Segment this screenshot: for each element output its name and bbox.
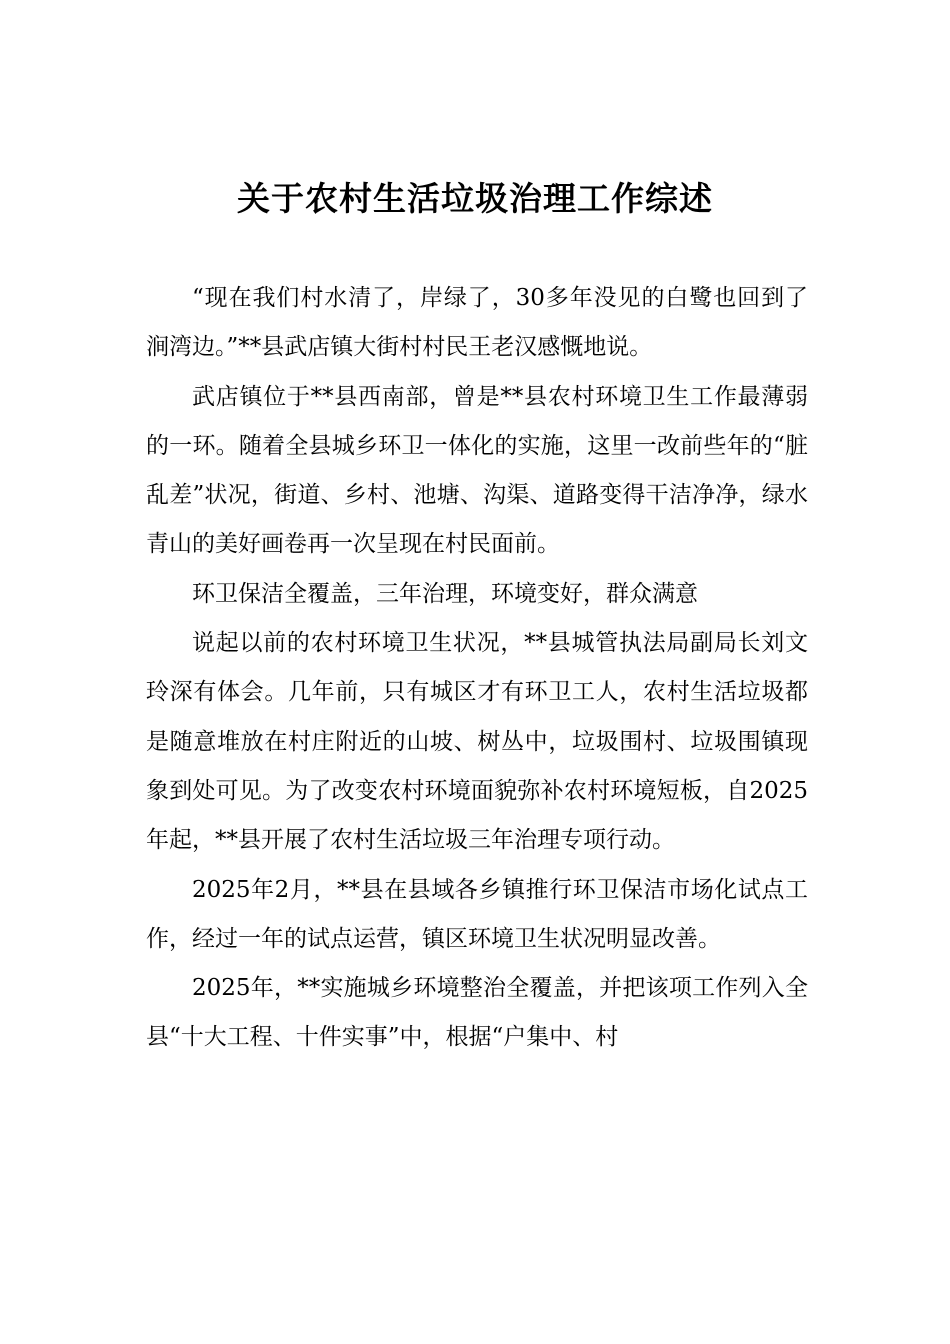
paragraph: 武店镇位于**县西南部，曾是**县农村环境卫生工作最薄弱的一环。随着全县城乡环卫一体化的实施，这里一改前些年的“脏乱差”状况，街道、乡村、池塘、沟渠、道路变得干洁净净，绿水青山的美好画卷再一次呈现在村民面前。 [146, 383, 808, 558]
paragraph: 说起以前的农村环境卫生状况，**县城管执法局副局长刘文玲深有体会。几年前，只有城区才有环卫工人，农村生活垃圾都是随意堆放在村庄附近的山坡、树丛中，垃圾围村、垃圾围镇现象到处可见。为了改变农村环境面貌弥补农村环境短板，自2025年起，**县开展了农村生活垃圾三年治理专项行动。 [146, 630, 808, 854]
paragraph: 2025年，**实施城乡环境整治全覆盖，并把该项工作列入全县“十大工程、十件实事”中，根据“户集中、村 [146, 975, 808, 1051]
document-body [146, 274, 808, 1063]
document-title: 关于农村生活垃圾治理工作综述 [237, 179, 713, 218]
paragraph: 2025年2月，**县在县域各乡镇推行环卫保洁市场化试点工作，经过一年的试点运营，镇区环境卫生状况明显改善。 [146, 876, 808, 952]
paragraph: “现在我们村水清了，岸绿了，30多年没见的白鹭也回到了涧湾边。”**县武店镇大街村村民王老汉感慨地说。 [146, 285, 808, 361]
section-heading: 环卫保洁全覆盖，三年治理，环境变好，群众满意 [192, 580, 698, 607]
